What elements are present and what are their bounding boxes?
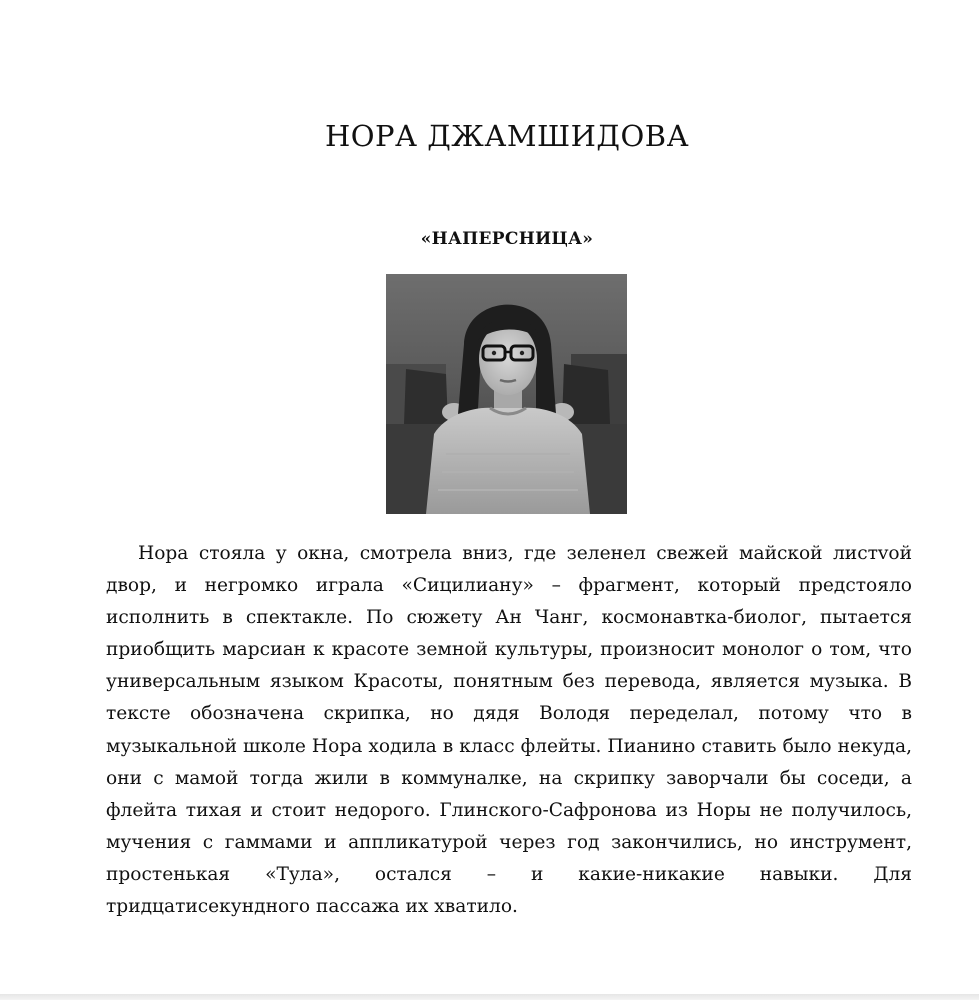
- page-bottom-edge: [0, 994, 979, 1000]
- story-title: «НАПЕРСНИЦА»: [420, 229, 594, 249]
- story-paragraph: Нора стояла у окна, смотрела вниз, где зеленел свежей майской листvой двор, и негромко играла «Сицилиану» – фрагмент, который предстояло исполнить в спектакле. По сюжету Ан Чанг, космонавтка-биолог, пытается приобщить марсиан к красоте земной культуры, произносит монолог о том, что универсальным языком Красоты, понятным без перевода, является музыка. В тексте обозначена скрипка, но дядя Володя переделал, потому что в музыкальной школе Нора ходила в класс флейты. Пианино ставить было некуда, они с мамой тогда жили в коммуналке, на скрипку заворчали бы соседи, а флейта тихая и стоит недорого. Глинского-Сафронова из Норы не получилось, мучения с гаммами и аппликатурой через год закончились, но инструмент, простенькая «Тула», остался – и какие-никакие навыки. Для тридцатисекундного пассажа их хватило.: [106, 543, 912, 918]
- author-name: НОРА ДЖАМШИДОВА: [324, 119, 690, 153]
- portrait-photo: [386, 274, 627, 514]
